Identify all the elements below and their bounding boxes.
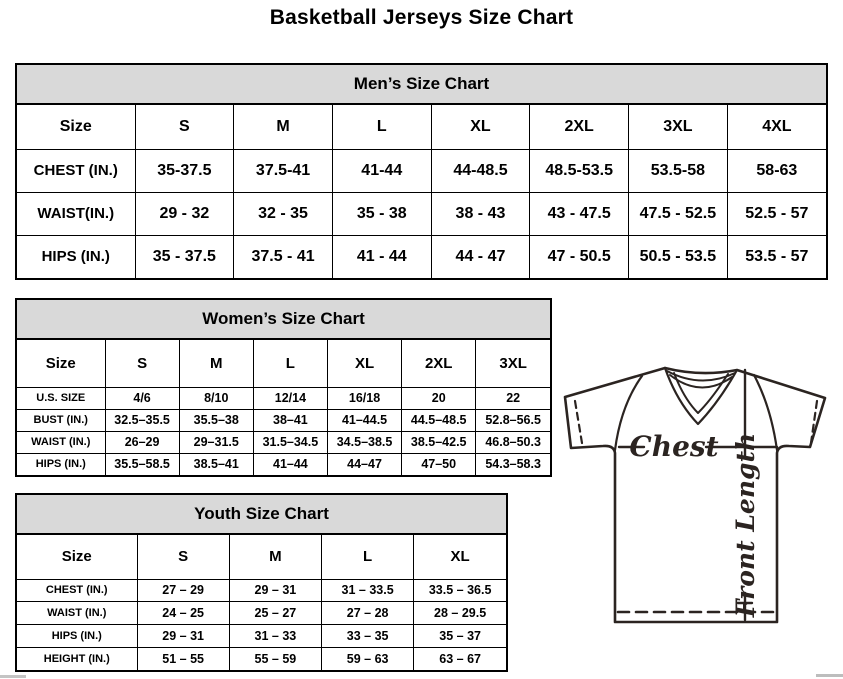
size-value-cell: 38 - 43	[431, 192, 530, 235]
row-label: WAIST(IN.)	[17, 192, 135, 235]
column-header: 4XL	[727, 105, 826, 149]
size-value-cell: 50.5 - 53.5	[629, 235, 728, 278]
size-value-cell: 35.5–38	[179, 409, 253, 431]
size-value-cell: 44 - 47	[431, 235, 530, 278]
size-value-cell: 44-48.5	[431, 149, 530, 192]
womens-chart-title: Women’s Size Chart	[17, 300, 550, 340]
chest-label: Chest	[629, 430, 719, 463]
size-value-cell: 31 – 33	[229, 625, 321, 648]
size-value-cell: 41 - 44	[332, 235, 431, 278]
size-value-cell: 33.5 – 36.5	[414, 579, 506, 602]
size-value-cell: 55 – 59	[229, 647, 321, 670]
size-value-cell: 47.5 - 52.5	[629, 192, 728, 235]
size-value-cell: 31 – 33.5	[322, 579, 414, 602]
header-row	[17, 105, 826, 149]
column-header: L	[322, 535, 414, 579]
table-row	[17, 235, 826, 278]
size-value-cell: 38.5–41	[179, 453, 253, 475]
column-header: 2XL	[402, 340, 476, 387]
column-header: S	[135, 105, 234, 149]
header-row	[17, 340, 550, 387]
size-value-cell: 32.5–35.5	[105, 409, 179, 431]
size-value-cell: 44.5–48.5	[402, 409, 476, 431]
row-label: HEIGHT (IN.)	[17, 647, 137, 670]
row-label: HIPS (IN.)	[17, 453, 105, 475]
size-value-cell: 20	[402, 387, 476, 409]
size-value-cell: 58-63	[727, 149, 826, 192]
size-value-cell: 28 – 29.5	[414, 602, 506, 625]
size-column-header: Size	[17, 535, 137, 579]
size-value-cell: 53.5 - 57	[727, 235, 826, 278]
page-title: Basketball Jerseys Size Chart	[269, 6, 574, 29]
size-value-cell: 41–44.5	[327, 409, 401, 431]
column-header: XL	[414, 535, 506, 579]
youth-size-chart	[15, 493, 508, 672]
horizontal-scrollbar-fragment-left[interactable]	[0, 675, 26, 678]
size-value-cell: 34.5–38.5	[327, 431, 401, 453]
row-label: WAIST (IN.)	[17, 431, 105, 453]
size-value-cell: 43 - 47.5	[530, 192, 629, 235]
column-header: M	[234, 105, 333, 149]
column-header: L	[253, 340, 327, 387]
horizontal-scrollbar-fragment-right[interactable]	[816, 674, 843, 677]
size-column-header: Size	[17, 105, 135, 149]
column-header: L	[332, 105, 431, 149]
size-value-cell: 35 - 37.5	[135, 235, 234, 278]
size-value-cell: 47 - 50.5	[530, 235, 629, 278]
row-label: HIPS (IN.)	[17, 235, 135, 278]
jersey-measurement-diagram	[555, 355, 843, 679]
column-header: M	[179, 340, 253, 387]
table-row	[17, 453, 550, 475]
table-row	[17, 625, 506, 648]
size-value-cell: 35 – 37	[414, 625, 506, 648]
size-value-cell: 51 – 55	[137, 647, 229, 670]
size-value-cell: 63 – 67	[414, 647, 506, 670]
row-label: HIPS (IN.)	[17, 625, 137, 648]
size-value-cell: 37.5 - 41	[234, 235, 333, 278]
womens-size-chart	[15, 298, 552, 477]
table-row	[17, 647, 506, 670]
table-row	[17, 579, 506, 602]
row-label: CHEST (IN.)	[17, 579, 137, 602]
size-value-cell: 27 – 28	[322, 602, 414, 625]
size-value-cell: 29 – 31	[229, 579, 321, 602]
size-value-cell: 44–47	[327, 453, 401, 475]
size-value-cell: 53.5-58	[629, 149, 728, 192]
column-header: S	[105, 340, 179, 387]
size-value-cell: 22	[476, 387, 550, 409]
size-value-cell: 32 - 35	[234, 192, 333, 235]
size-value-cell: 24 – 25	[137, 602, 229, 625]
column-header: 2XL	[530, 105, 629, 149]
size-value-cell: 8/10	[179, 387, 253, 409]
jersey-outline	[565, 368, 825, 622]
size-value-cell: 38–41	[253, 409, 327, 431]
column-header: 3XL	[629, 105, 728, 149]
size-value-cell: 52.5 - 57	[727, 192, 826, 235]
table-row	[17, 431, 550, 453]
column-header: S	[137, 535, 229, 579]
header-row	[17, 535, 506, 579]
youth-chart-title: Youth Size Chart	[17, 495, 506, 535]
size-value-cell: 31.5–34.5	[253, 431, 327, 453]
mens-size-chart	[15, 63, 828, 280]
size-value-cell: 29 - 32	[135, 192, 234, 235]
size-value-cell: 35.5–58.5	[105, 453, 179, 475]
size-value-cell: 59 – 63	[322, 647, 414, 670]
row-label: U.S. SIZE	[17, 387, 105, 409]
column-header: 3XL	[476, 340, 550, 387]
size-value-cell: 47–50	[402, 453, 476, 475]
size-value-cell: 54.3–58.3	[476, 453, 550, 475]
row-label: BUST (IN.)	[17, 409, 105, 431]
size-value-cell: 37.5-41	[234, 149, 333, 192]
table-row	[17, 387, 550, 409]
table-row	[17, 192, 826, 235]
row-label: WAIST (IN.)	[17, 602, 137, 625]
mens-chart-title: Men’s Size Chart	[17, 65, 826, 105]
size-value-cell: 26–29	[105, 431, 179, 453]
size-value-cell: 46.8–50.3	[476, 431, 550, 453]
size-value-cell: 16/18	[327, 387, 401, 409]
size-value-cell: 41–44	[253, 453, 327, 475]
size-value-cell: 41-44	[332, 149, 431, 192]
size-value-cell: 12/14	[253, 387, 327, 409]
column-header: XL	[431, 105, 530, 149]
front-length-label: Front Length	[731, 432, 760, 618]
size-value-cell: 35-37.5	[135, 149, 234, 192]
table-row	[17, 409, 550, 431]
size-value-cell: 25 – 27	[229, 602, 321, 625]
row-label: CHEST (IN.)	[17, 149, 135, 192]
column-header: M	[229, 535, 321, 579]
column-header: XL	[327, 340, 401, 387]
size-value-cell: 33 – 35	[322, 625, 414, 648]
size-value-cell: 27 – 29	[137, 579, 229, 602]
size-value-cell: 35 - 38	[332, 192, 431, 235]
size-value-cell: 29 – 31	[137, 625, 229, 648]
size-value-cell: 29–31.5	[179, 431, 253, 453]
size-column-header: Size	[17, 340, 105, 387]
table-row	[17, 602, 506, 625]
table-row	[17, 149, 826, 192]
size-value-cell: 48.5-53.5	[530, 149, 629, 192]
size-value-cell: 38.5–42.5	[402, 431, 476, 453]
size-value-cell: 4/6	[105, 387, 179, 409]
size-value-cell: 52.8–56.5	[476, 409, 550, 431]
